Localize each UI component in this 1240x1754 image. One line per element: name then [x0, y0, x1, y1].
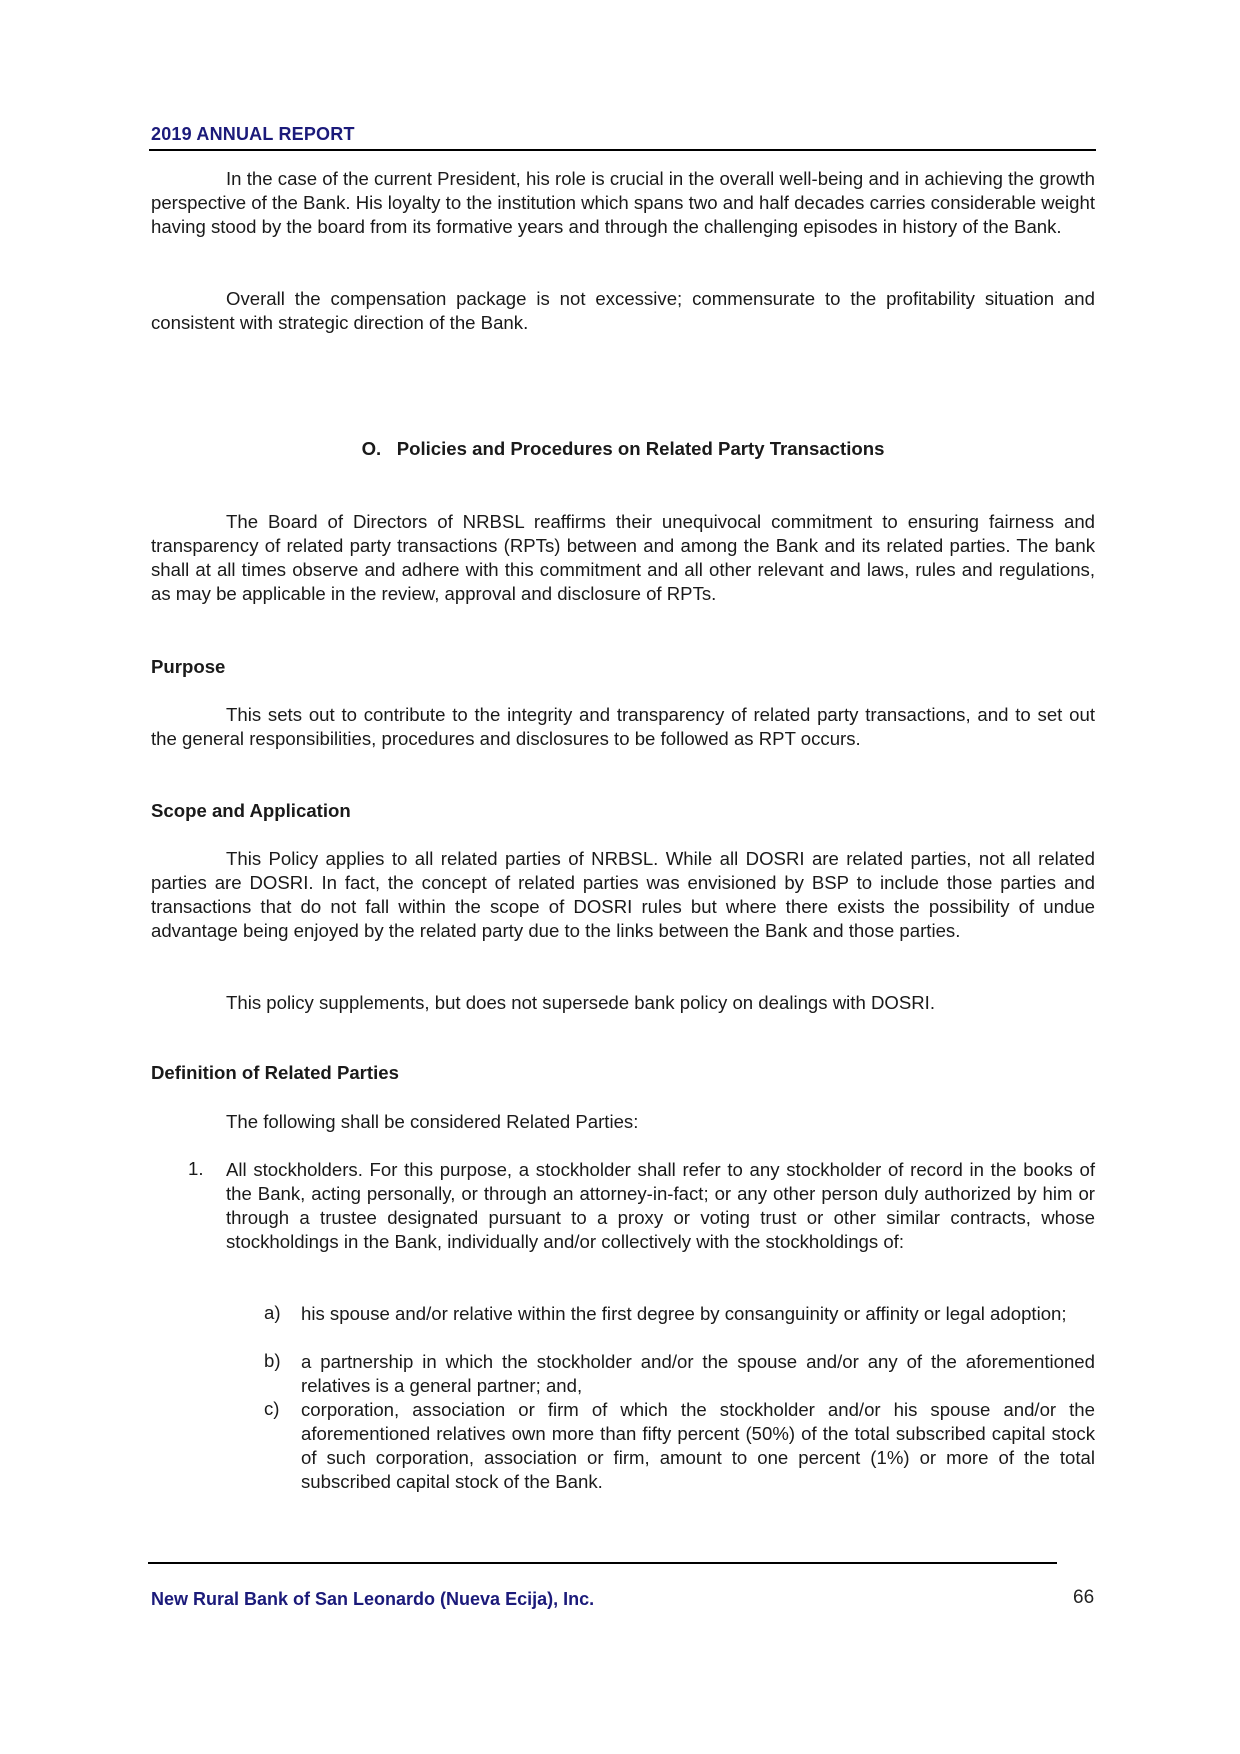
list-item-number: 1.	[188, 1158, 204, 1179]
scope-supplement-paragraph: This policy supplements, but does not supersede bank policy on dealings with DOSRI.	[226, 992, 936, 1013]
list-item-stockholders: All stockholders. For this purpose, a stockholder shall refer to any stockholder of record in the books of the Bank, acting personally, or through an attorney-in-fact; or any other person duly authorized by him or through a trustee designated pursuant to a proxy or voting trust or other similar contracts, whose stockholdings in the Bank, individually and/or collectively with the stockholdings of:	[226, 1159, 1095, 1252]
subitem-a: his spouse and/or relative within the first degree by consanguinity or affinity or legal adoption;	[301, 1303, 1067, 1324]
scope-paragraph: This Policy applies to all related parties of NRBSL. While all DOSRI are related parties, not all related parties are DOSRI. In fact, the concept of related parties was envisioned by BSP to include those parties and transactions that do not fall within the scope of DOSRI rules but where there exists the possibility of undue advantage being enjoyed by the related party due to the links between the Bank and those parties.	[151, 848, 1095, 941]
definition-lead: The following shall be considered Related Parties:	[226, 1111, 639, 1132]
compensation-paragraph: Overall the compensation package is not excessive; commensurate to the profitability situation and consistent with strategic direction of the Bank.	[151, 288, 1095, 333]
page-number: 66	[1073, 1587, 1095, 1608]
subitem-b: a partnership in which the stockholder and/or the spouse and/or any of the aforementioned relatives is a general partner; and,	[301, 1351, 1095, 1396]
subitem-label-b: b)	[264, 1350, 281, 1371]
section-title: O. Policies and Procedures on Related Party Transactions	[361, 438, 885, 459]
section-intro-paragraph: The Board of Directors of NRBSL reaffirms their unequivocal commitment to ensuring fairness and transparency of related party transactions (RPTs) between and among the Bank and its related parties. The bank shall at all times observe and adhere with this commitment and all other relevant and laws, rules and regulations, as may be applicable in the review, approval and disclosure of RPTs.	[151, 511, 1095, 604]
header-divider	[149, 149, 1096, 151]
footer-divider	[148, 1562, 1057, 1564]
footer-bank-name: New Rural Bank of San Leonardo (Nueva Ecija), Inc.	[151, 1589, 595, 1609]
purpose-heading: Purpose	[151, 656, 226, 677]
definition-heading: Definition of Related Parties	[151, 1062, 399, 1083]
scope-heading: Scope and Application	[151, 800, 351, 821]
president-paragraph: In the case of the current President, his role is crucial in the overall well-being and in achieving the growth perspective of the Bank. His loyalty to the institution which spans two and half decades carries considerable weight having stood by the board from its formative years and through the challenging episodes in history of the Bank.	[151, 168, 1095, 237]
report-header-title: 2019 ANNUAL REPORT	[151, 124, 355, 144]
purpose-paragraph: This sets out to contribute to the integrity and transparency of related party transactions, and to set out the general responsibilities, procedures and disclosures to be followed as RPT occurs.	[151, 704, 1095, 749]
subitem-label-a: a)	[264, 1302, 281, 1323]
subitem-label-c: c)	[264, 1398, 280, 1419]
subitem-c: corporation, association or firm of which the stockholder and/or his spouse and/or the aforementioned relatives own more than fifty percent (50%) of the total subscribed capital stock of such corporation, association or firm, amount to one percent (1%) or more of the total subscribed capital stock of the Bank.	[301, 1399, 1095, 1492]
